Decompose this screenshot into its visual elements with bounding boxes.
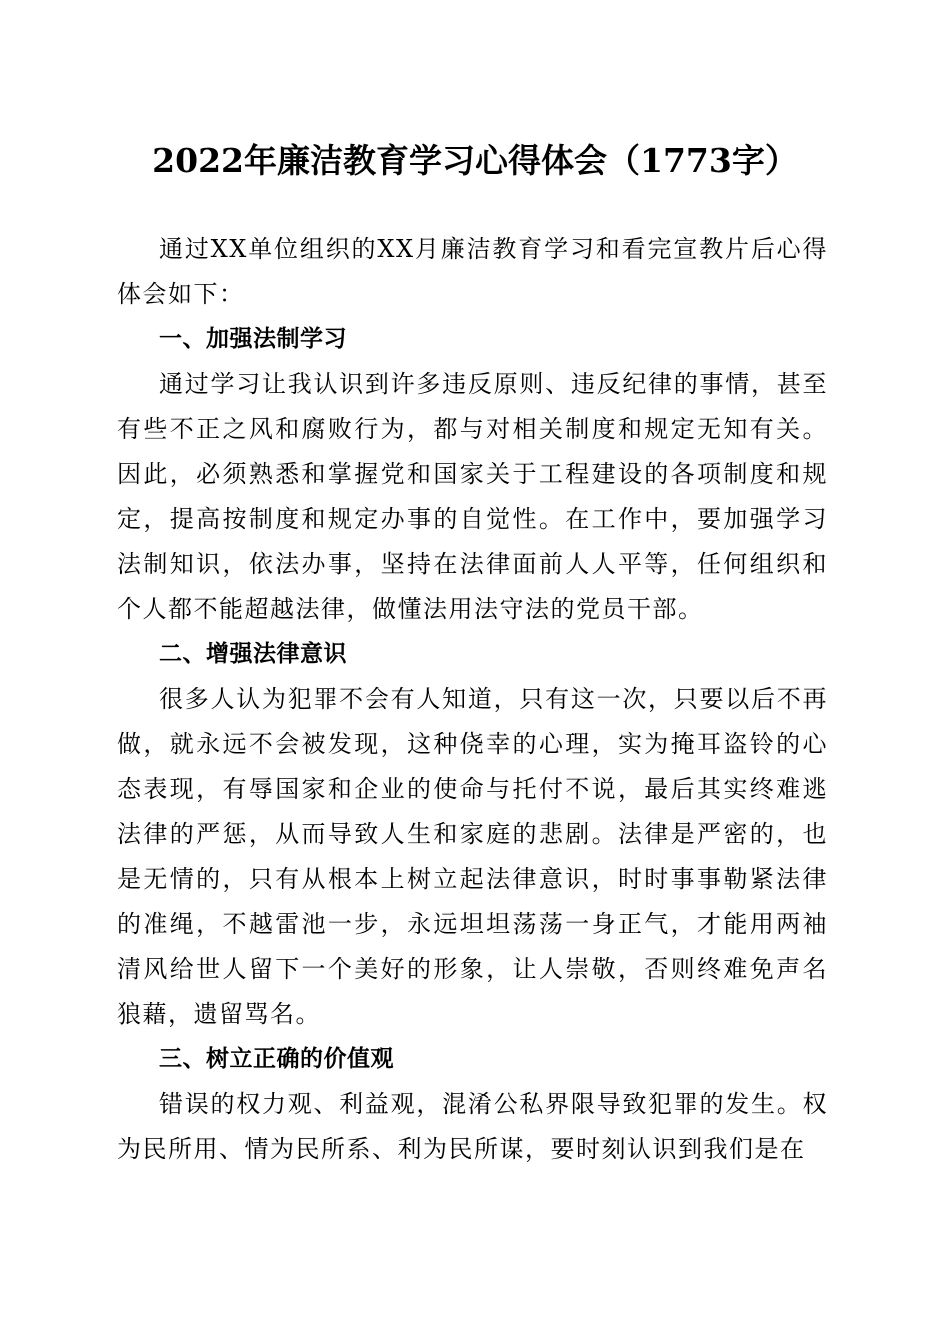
section-paragraph-2: 很多人认为犯罪不会有人知道，只有这一次，只要以后不再做，就永远不会被发现，这种侥幸的心理，实为掩耳盗铃的心态表现，有辱国家和企业的使命与托付不说，最后其实终难逃法律的严惩，从而导致人生和家庭的悲剧。法律是严密的，也是无情的，只有从根本上树立起法律意识，时时事事勒紧法律的准绳，不越雷池一步，永远坦坦荡荡一身正气，才能用两袖清风给世人留下一个美好的形象，让人崇敬，否则终难免声名狼藉，遗留骂名。 — [117, 685, 828, 1028]
section-heading-3: 三、树立正确的价值观 — [159, 1046, 394, 1072]
section-paragraph-1: 通过学习让我认识到许多违反原则、违反纪律的事情，甚至有些不正之风和腐败行为，都与对相关制度和规定无知有关。因此，必须熟悉和掌握党和国家关于工程建设的各项制度和规定，提高按制度和规定办事的自觉性。在工作中，要加强学习法制知识，依法办事，坚持在法律面前人人平等，任何组织和个人都不能超越法律，做懂法用法守法的党员干部。 — [117, 370, 828, 623]
section-heading-1: 一、加强法制学习 — [159, 326, 347, 352]
section-paragraph-3: 错误的权力观、利益观，混淆公私界限导致犯罪的发生。权为民所用、情为民所系、利为民所谋，要时刻认识到我们是在 — [117, 1090, 828, 1163]
section-heading-2: 二、增强法律意识 — [159, 641, 347, 667]
intro-paragraph: 通过XX单位组织的XX月廉洁教育学习和看完宣教片后心得体会如下： — [117, 235, 828, 308]
document-body — [117, 227, 828, 1172]
document-title: 2022年廉洁教育学习心得体会（1773字） — [152, 141, 798, 180]
